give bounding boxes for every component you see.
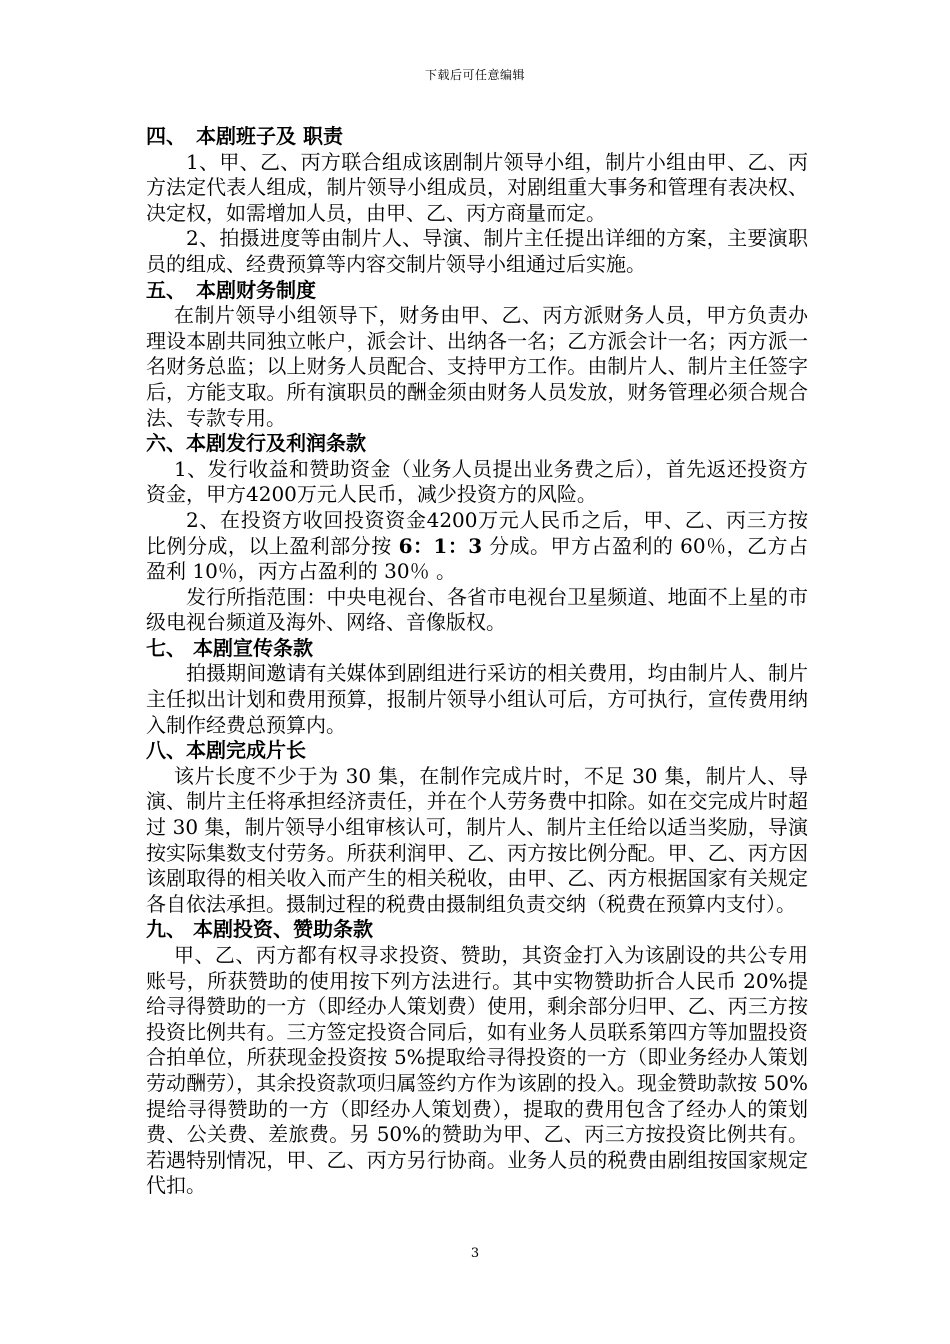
paragraph [146,508,808,585]
paragraph: 拍摄期间邀请有关媒体到剧组进行采访的相关费用，均由制片人、制片主任拟出计划和费用预算，报制片领导小组认可后，方可执行，宣传费用纳入制作经费总预算内。 [146,661,808,737]
ratio-text: 6：1：3 [398,533,483,558]
paragraph: 1、甲、乙、丙方联合组成该剧制片领导小组，制片小组由甲、乙、丙方法定代表人组成，制片领导小组成员，对剧组重大事务和管理有表决权、决定权，如需增加人员，由甲、乙、丙方商量而定。 [146,149,808,225]
section-heading-4: 四、 本剧班子及 职责 [146,124,343,148]
paragraph: 2、拍摄进度等由制片人、导演、制片主任提出详细的方案，主要演职员的组成、经费预算等内容交制片领导小组通过后实施。 [146,226,808,276]
section-heading-8: 八、本剧完成片长 [146,738,306,763]
paragraph: 1、发行收益和赞助资金（业务人员提出业务费之后），首先返还投资方资金，甲方4200万元人民币，减少投资方的风险。 [146,456,808,507]
page-header: 下载后可任意编辑 [424,68,525,82]
paragraph: 发行所指范围：中央电视台、各省市电视台卫星频道、地面不上星的市级电视台频道及海外、网络、音像版权。 [146,584,808,635]
paragraph: 甲、乙、丙方都有权寻求投资、赞助，其资金打入为该剧设的共公专用账号，所获赞助的使用按下列方法进行。其中实物赞助折合人民币 20%提给寻得赞助的一方（即经办人策划费）使用，剩余部分归甲、乙、丙三方按投资比例共有。三方签定投资合同后，如有业务人员联系第四方等加盟投资合拍单位，所获现金投资按 5%提取给寻得投资的一方（即业务经办人策划劳动酬劳），其余投资款项归属签约方作为该剧的投入。现金赞助款按 50%提给寻得赞助的一方（即经办人策划费），提取的费用包含了经办人的策划费、公关费、差旅费。另 50%的赞助为甲、乙、丙三方按投资比例共有。若遇特别情况，甲、乙、丙方另行协商。业务人员的税费由剧组按国家规定代扣。 [146,943,808,1198]
page-number: 3 [470,1246,480,1261]
section-heading-5: 五、 本剧财务制度 [146,277,316,302]
paragraph-text: 分成。甲方占盈利的 60％，乙方占盈利 10％，丙方占盈利的 30％ 。 [146,533,809,584]
paragraph: 在制片领导小组领导下，财务由甲、乙、丙方派财务人员，甲方负责办理设本剧共同独立帐户，派会计、出纳各一名；乙方派会计一名；丙方派一名财务总监；以上财务人员配合、支持甲方工作。由制片人、制片主任签字后，方能支取。所有演职员的酬金须由财务人员发放，财务管理必须合规合法、专款专用。 [146,303,808,430]
section-heading-6: 六、本剧发行及利润条款 [146,431,366,456]
paragraph: 该片长度不少于为 30 集，在制作完成片时，不足 30 集，制片人、导演、制片主任将承担经济责任，并在个人劳务费中扣除。如在交完成片时超过 30 集，制片领导小组审核认可，制片人、制片主任给以适当奖励，导演按实际集数支付劳务。所获利润甲、乙、丙方按比例分配。甲、乙、丙方因该剧取得的相关收入而产生的相关税收，由甲、乙、丙方根据国家有关规定各自依法承担。摄制过程的税费由摄制组负责交纳（税费在预算内支付）。 [146,763,808,916]
document-body [146,124,808,1199]
section-heading-9: 九、 本剧投资、赞助条款 [146,917,373,942]
section-heading-7: 七、 本剧宣传条款 [146,635,313,660]
paragraph-text: 2、在投资方收回投资资金4200万元人民币之后，甲、乙、丙三方按比例分成，以上盈利部分按 [146,507,808,558]
